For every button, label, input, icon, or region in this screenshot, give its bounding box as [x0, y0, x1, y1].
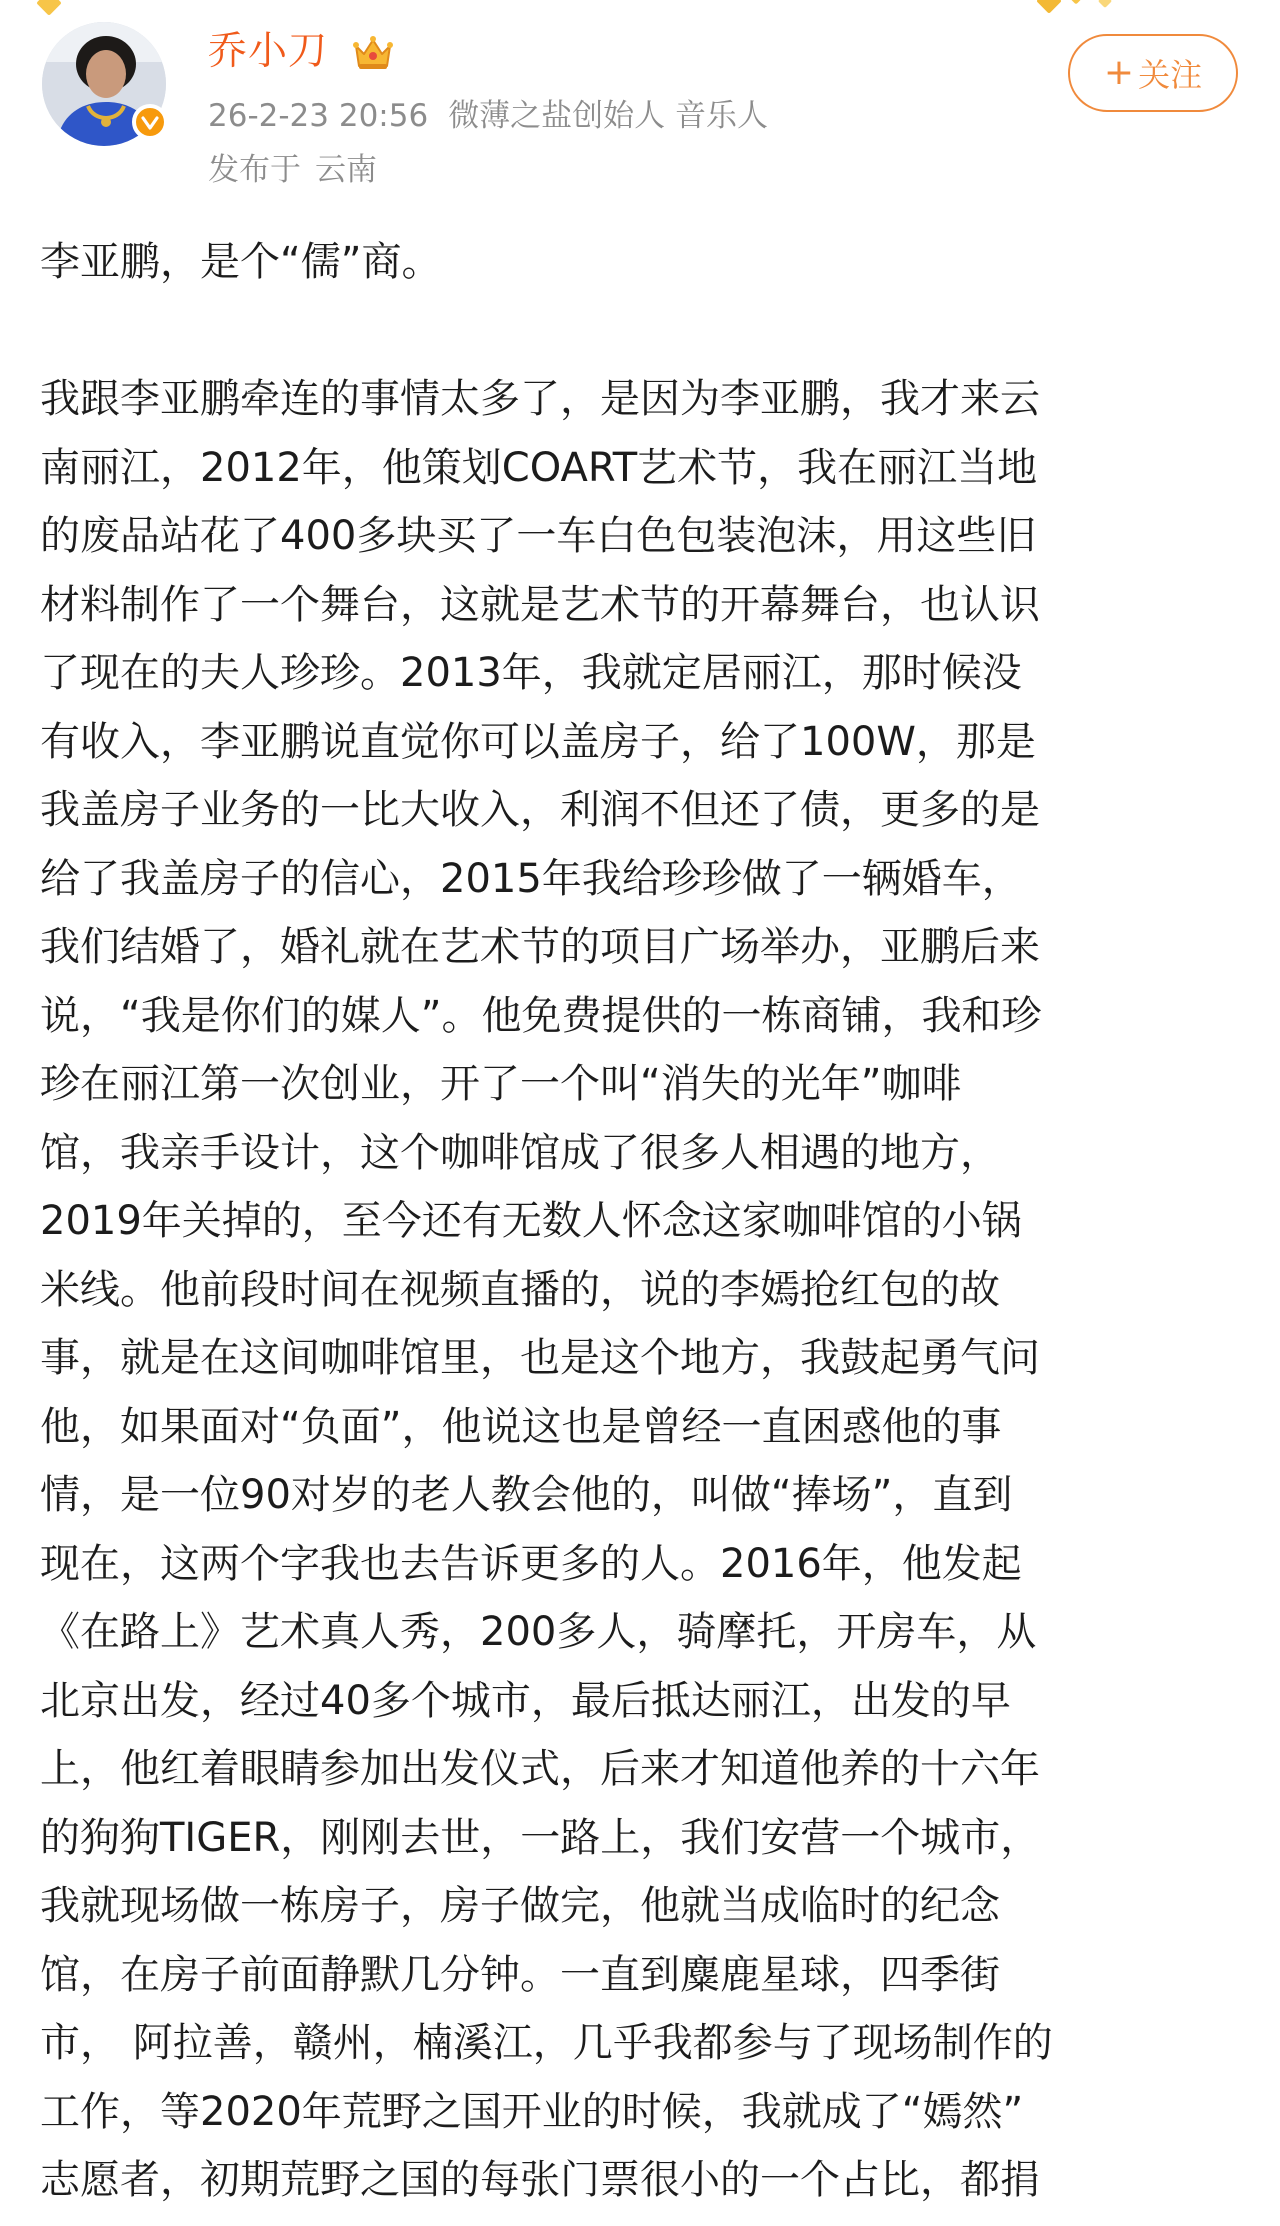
follow-label: 关注: [1138, 56, 1203, 94]
post-line: 给了我盖房子的信心，2015年我给珍珍做了一辆婚车，: [40, 855, 1022, 902]
post-line: 事，就是在这间咖啡馆里，也是这个地方，我鼓起勇气问: [40, 1335, 1040, 1381]
post-line: 工作，等2020年荒野之国开业的时候，我就成了“嫣然”: [40, 2088, 1024, 2135]
post-line: 南丽江，2012年，他策划COART艺术节，我在丽江当地: [40, 444, 1038, 491]
post-line: 市， 阿拉善，赣州，楠溪江，几乎我都参与了现场制作的: [40, 2020, 1053, 2066]
post-line: 上，他红着眼睛参加出发仪式，后来才知道他养的十六年: [40, 1746, 1040, 1792]
post-line: 馆，我亲手设计，这个咖啡馆成了很多人相遇的地方，: [40, 1129, 1000, 1176]
post-line: 米线。他前段时间在视频直播的，说的李嫣抢红包的故: [40, 1266, 1000, 1313]
post-location: [208, 148, 377, 192]
post-line: 志愿者，初期荒野之国的每张门票很小的一个占比，都捐: [40, 2157, 1040, 2203]
post-line: 他，如果面对“负面”，他说这也是曾经一直困惑他的事: [40, 1403, 1002, 1450]
post-line: 了现在的夫人珍珍。2013年，我就定居丽江，那时候没: [40, 650, 1022, 696]
verified-badge-icon: [132, 104, 168, 140]
post-line: 我们结婚了，婚礼就在艺术节的项目广场举办，亚鹏后来: [40, 924, 1040, 970]
post-line: 情，是一位90对岁的老人教会他的，叫做“捧场”，直到: [40, 1472, 1013, 1518]
user-title: 微薄之盐创始人 音乐人: [448, 98, 769, 134]
post-line: 材料制作了一个舞台，这就是艺术节的开幕舞台，也认识: [40, 581, 1040, 628]
post-line: 北京出发，经过40多个城市，最后抵达丽江，出发的早: [40, 1677, 1011, 1724]
post-line: 馆，在房子前面静默几分钟。一直到麋鹿星球，四季街: [40, 1951, 1000, 1998]
crown-icon[interactable]: [352, 34, 394, 72]
plus-icon: +: [1103, 52, 1135, 93]
post-line: 2019年关掉的，至今还有无数人怀念这家咖啡馆的小锅: [40, 1198, 1022, 1244]
post-meta: [208, 94, 788, 138]
username[interactable]: 乔小刀: [208, 29, 329, 74]
post-line: 现在，这两个字我也去告诉更多的人。2016年，他发起: [40, 1540, 1022, 1587]
post-line: 珍在丽江第一次创业，开了一个叫“消失的光年”咖啡: [40, 1061, 962, 1107]
post-line: 的狗狗TIGER，刚刚去世，一路上，我们安营一个城市，: [40, 1814, 1041, 1861]
post-time: 26-2-23 20:56: [208, 98, 429, 134]
post-body: [40, 228, 1250, 2215]
post-line: 的废品站花了400多块买了一车白色包装泡沫，用这些旧: [40, 513, 1037, 559]
post-line: 我跟李亚鹏牵连的事情太多了，是因为李亚鹏，我才来云: [40, 376, 1040, 422]
avatar[interactable]: [42, 22, 166, 146]
follow-button[interactable]: [1068, 34, 1238, 112]
post-line: 《在路上》艺术真人秀，200多人，骑摩托，开房车，从: [40, 1609, 1037, 1655]
location-prefix: 发布于: [208, 152, 301, 188]
post-line: 说，“我是你们的媒人”。他免费提供的一栋商铺，我和珍: [40, 992, 1042, 1039]
post-header: [0, 0, 1280, 200]
post-line: 有收入，李亚鹏说直觉你可以盖房子，给了100W，那是: [40, 718, 1036, 765]
post-line: 我盖房子业务的一比大收入，利润不但还了债，更多的是: [40, 787, 1040, 833]
location-name: 云南: [315, 152, 377, 188]
post-line: 李亚鹏，是个“儒”商。: [40, 239, 442, 285]
post-line: 我就现场做一栋房子，房子做完，他就当成临时的纪念: [40, 1883, 1000, 1929]
post-blank-line: [40, 297, 1250, 366]
